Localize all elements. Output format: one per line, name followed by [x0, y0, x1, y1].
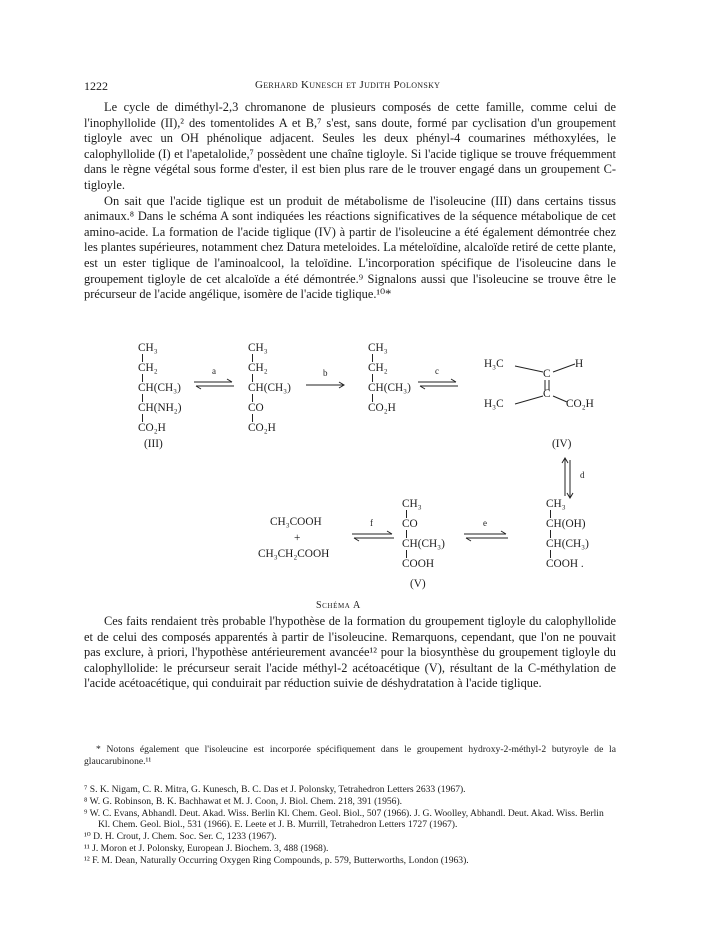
bond — [550, 550, 551, 558]
formula-line: CH₂ — [368, 362, 388, 374]
formula-line: CH₃ — [368, 342, 388, 354]
paragraph-1: Le cycle de diméthyl-2,3 chromanone de plusieurs composés de cette famille, comme celui de l'inophyllolide (II),² des tomentolides A et B,⁷ s'est, sans doute, formé par cyclisation d'un groupement tigloyle avec un OH phénolique adjacent. Seules les deux phényl-4 coumarines méthoxylées, le calophyllolide (I) et l'apetalolide,⁷ possèdent une chaîne tigloyle. Si l'acide tiglique se trouve fréquemment dans le règne végétal sous forme d'ester, il est bien plus rare de le trouver engagé dans un groupement C-tigloyle. — [84, 100, 616, 192]
bond — [142, 354, 143, 362]
bond — [252, 414, 253, 422]
paragraph-3: Ces faits rendaient très probable l'hypothèse de la formation du groupement tigloyle du calophyllolide et de celui des composés apparentés à partir de l'isoleucine. Remarquons, cependant, que l'on ne pouvait pas exclure, à priori, l'hypothèse antérieurement avancée¹² pour la biosynthèse du groupement tigloyle du calophyllolide: le précurseur serait l'acide méthyl-2 acétoacétique (V), résultant de la C-méthylation de l'acide acétoacétique, qui conduirait par réduction suivie de déshydratation à l'acide tiglique. — [84, 614, 616, 691]
formula-line: COOH . — [546, 558, 584, 570]
arrow-label-c: c — [435, 366, 439, 376]
bond — [550, 510, 551, 518]
formula-line: CH(CH₃) — [546, 538, 589, 550]
formula-line: CH(OH) — [546, 518, 586, 530]
formula-line: CO — [402, 518, 418, 530]
body-text-top — [84, 100, 616, 303]
running-head: Gerhard Kunesch et Judith Polonsky — [255, 79, 441, 91]
body-text-bottom — [84, 614, 616, 692]
reference-item: ¹¹ J. Moron et J. Polonsky, European J. Biochem. 3, 488 (1968). — [84, 842, 329, 854]
bond — [372, 394, 373, 402]
arrow-b — [304, 380, 348, 390]
references — [84, 784, 616, 867]
reference-item: ¹² F. M. Dean, Naturally Occurring Oxygen Ring Compounds, p. 579, Butterworths, London (1963). — [84, 854, 469, 866]
formula-line: CH₃CH₂COOH — [258, 548, 330, 560]
reference-item: ⁷ S. K. Nigam, C. R. Mitra, G. Kunesch, B. C. Das et J. Polonsky, Tetrahedron Letters 2633 (1967). — [84, 784, 466, 795]
bond — [252, 394, 253, 402]
substituent: H₃C — [484, 398, 504, 410]
formula-line: CO₂H — [248, 422, 276, 434]
arrow-label-b: b — [323, 368, 328, 378]
formula-line: COOH — [402, 558, 435, 570]
formula-line: CH₂ — [248, 362, 268, 374]
reference-item: ⁸ W. G. Robinson, B. K. Bachhawat et M. J. Coon, J. Biol. Chem. 218, 391 (1956). — [84, 795, 403, 807]
page-number: 1222 — [84, 79, 108, 93]
bond — [142, 394, 143, 402]
substituent: CO₂H — [566, 398, 594, 410]
bond — [142, 374, 143, 382]
equilibrium-arrow-e — [462, 528, 510, 544]
plus-sign: + — [294, 532, 301, 544]
double-bond-lines — [505, 360, 585, 410]
formula-line: CH(NH₂) — [138, 402, 182, 414]
bond — [550, 530, 551, 538]
substituent: H₃C — [484, 358, 504, 370]
bond — [252, 354, 253, 362]
bond — [252, 374, 253, 382]
bond — [142, 414, 143, 422]
formula-line: CO₂H — [138, 422, 166, 434]
formula-line: CH(CH₃) — [368, 382, 411, 394]
formula-line: CH₂ — [138, 362, 158, 374]
arrow-label-f: f — [370, 518, 373, 528]
equilibrium-arrow-f — [350, 528, 396, 544]
formula-line: CH₃ — [402, 498, 422, 510]
substituent: H — [575, 358, 584, 370]
bond — [406, 510, 407, 518]
equilibrium-arrow-d — [560, 456, 576, 500]
compound-label: (IV) — [552, 438, 572, 450]
arrow-label-a: a — [212, 366, 216, 376]
reference-item: ¹⁰ D. H. Crout, J. Chem. Soc. Ser. C, 1233 (1967). — [84, 831, 277, 843]
formula-line: CH₃COOH — [270, 516, 322, 528]
formula-line: CH(CH₃) — [138, 382, 181, 394]
formula-line: CH₃ — [248, 342, 268, 354]
footnote-text: * Notons également que l'isoleucine est incorporée spécifiquement dans le groupement hydroxy-2-méthyl-2 butyroyle de la glaucarubinone.¹¹ — [84, 744, 616, 767]
reference-item: ⁹ W. C. Evans, Abhandl. Deut. Akad. Wiss. Berlin Kl. Chem. Geol. Biol., 507 (1966). J. G. Woolley, Abhandl. Deut. Akad. Wiss. Berlin Kl. Chem. Geol. Biol., 531 (1966). E. Leete et J. B. Murrill, Tetrahedron Letters 1727 (1967). — [84, 807, 604, 831]
arrow-label-d: d — [580, 470, 585, 480]
paragraph-2: On sait que l'acide tiglique est un produit de métabolisme de l'isoleucine (III) dans certains tissus animaux.⁸ Dans le schéma A sont indiquées les réactions significatives de la séquence métabolique de cet amino-acide. La formation de l'acide tiglique (IV) à partir de l'isoleucine a été également démontrée chez les plantes supérieures, notamment chez Datura meteloides. La mételoïdine, alcaloïde retiré de cette plante, est un ester tiglique de l'aminoalcool, la teloïdine. L'incorporation spécifique de l'isoleucine dans le groupement tigloyle de cet alcaloïde a été démontrée.⁹ Signalons aussi que l'isoleucine se trouve être le précurseur de l'acide angélique, isomère de l'acide tiglique.¹⁰* — [84, 193, 616, 302]
scheme-caption: Schéma A — [316, 600, 361, 611]
formula-line: CH₃ — [138, 342, 158, 354]
bond — [406, 550, 407, 558]
equilibrium-arrow-c — [416, 376, 460, 392]
compound-label: (III) — [144, 438, 163, 450]
footnote — [84, 744, 616, 768]
equilibrium-arrow-a — [192, 376, 236, 392]
arrow-label-e: e — [483, 518, 487, 528]
bond — [406, 530, 407, 538]
formula-line: CO — [248, 402, 264, 414]
bond — [372, 374, 373, 382]
carbon: C — [543, 368, 551, 380]
formula-line: CH₃ — [546, 498, 566, 510]
compound-label: (V) — [410, 578, 426, 590]
formula-line: CH(CH₃) — [248, 382, 291, 394]
formula-line: CO₂H — [368, 402, 396, 414]
formula-line: CH(CH₃) — [402, 538, 445, 550]
carbon: C — [543, 388, 551, 400]
bond — [372, 354, 373, 362]
